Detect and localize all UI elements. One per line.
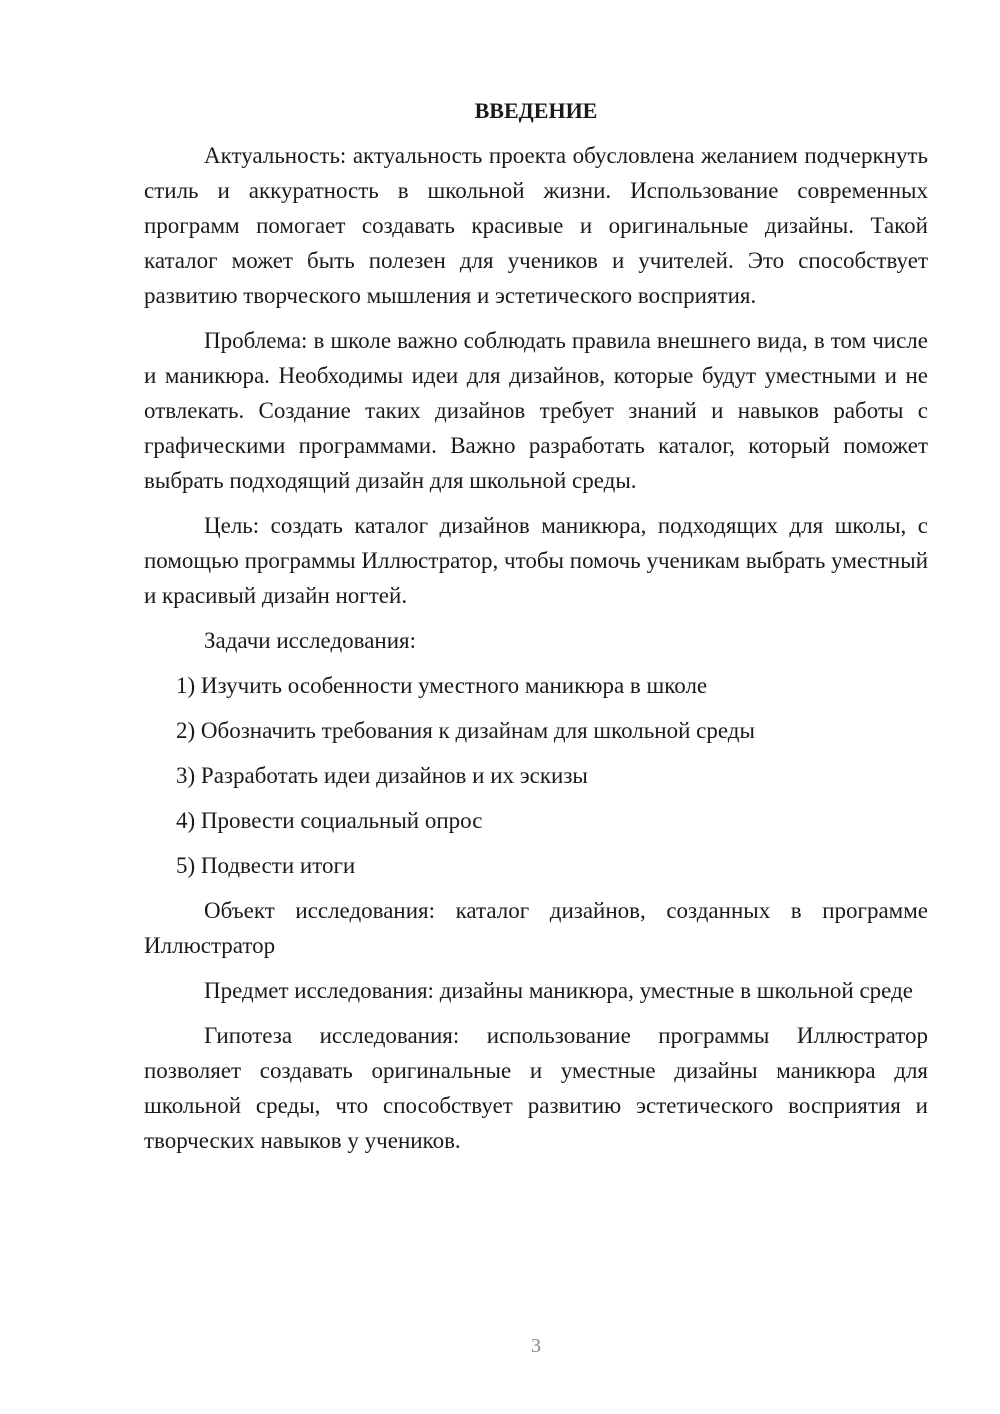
paragraph-relevance: Актуальность: актуальность проекта обусловлена желанием подчеркнуть стиль и аккуратность в школьной жизни. Использование современных программ помогает создавать красивые и оригинальные дизайны. Такой каталог может быть полезен для учеников и учителей. Это способствует развитию творческого мышления и эстетического восприятия. — [144, 143, 928, 308]
paragraph-hypothesis: Гипотеза исследования: использование программы Иллюстратор позволяет создавать оригинальные и уместные дизайны маникюра для школьной среды, что способствует развитию эстетического восприятия и творческих навыков у учеников. — [144, 1023, 928, 1153]
tasks-list — [144, 668, 928, 883]
paragraph-object: Объект исследования: каталог дизайнов, созданных в программе Иллюстратор — [144, 898, 928, 958]
task-item: 3) Разработать идеи дизайнов и их эскизы — [176, 763, 588, 788]
page-number: 3 — [531, 1335, 541, 1357]
paragraph-goal: Цель: создать каталог дизайнов маникюра, подходящих для школы, с помощью программы Иллюстратор, чтобы помочь ученикам выбрать уместный и красивый дизайн ногтей. — [144, 513, 928, 608]
tasks-title: Задачи исследования: — [204, 628, 417, 653]
task-item: 1) Изучить особенности уместного маникюра в школе — [176, 673, 708, 698]
paragraph-subject: Предмет исследования: дизайны маникюра, уместные в школьной среде — [204, 978, 914, 1003]
task-item: 5) Подвести итоги — [176, 853, 356, 878]
page-content — [144, 96, 928, 1168]
task-item: 4) Провести социальный опрос — [176, 808, 483, 833]
paragraph-problem: Проблема: в школе важно соблюдать правила внешнего вида, в том числе и маникюра. Необходимы идеи для дизайнов, которые будут уместными и не отвлекать. Создание таких дизайнов требует знаний и навыков работы с графическими программами. Важно разработать каталог, который поможет выбрать подходящий дизайн для школьной среды. — [144, 328, 928, 493]
task-item: 2) Обозначить требования к дизайнам для школьной среды — [176, 718, 755, 743]
section-heading: ВВЕДЕНИЕ — [474, 98, 598, 123]
